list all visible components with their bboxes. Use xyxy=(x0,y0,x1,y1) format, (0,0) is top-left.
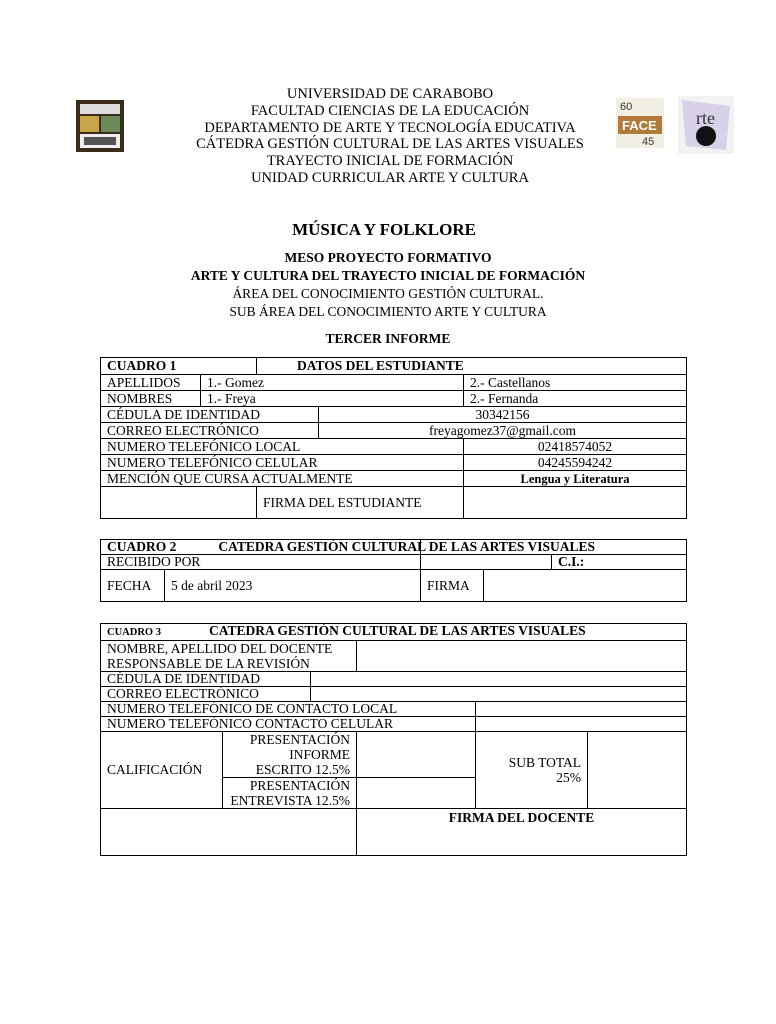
cuadro-3-header xyxy=(101,624,687,641)
cuadro-1-label: CUADRO 1 xyxy=(101,358,257,375)
subtitle-line-1: MESO PROYECTO FORMATIVO xyxy=(284,250,492,265)
reception-table xyxy=(100,539,687,602)
nombre-2-field[interactable]: 2.- Fernanda xyxy=(464,391,687,407)
apellido-1-field[interactable]: 1.- Gomez xyxy=(201,375,464,391)
telefono-celular-label: NUMERO TELEFÓNICO CELULAR xyxy=(101,455,464,471)
recibido-label: RECIBIDO POR xyxy=(101,555,421,570)
correo-field[interactable]: freyagomez37@gmail.com xyxy=(319,423,687,439)
firma-docente-label[interactable]: FIRMA DEL DOCENTE xyxy=(357,809,687,856)
header-line: FACULTAD CIENCIAS DE LA EDUCACIÓN xyxy=(250,102,530,119)
fecha-field[interactable]: 5 de abril 2023 xyxy=(165,570,421,602)
apellidos-label: APELLIDOS xyxy=(101,375,201,391)
subtotal-field[interactable] xyxy=(588,732,687,809)
docente-label-line-2: RESPONSABLE DE LA REVISIÓN xyxy=(107,656,310,671)
recibido-field[interactable] xyxy=(421,555,552,570)
nombre-1-field[interactable]: 1.- Freya xyxy=(201,391,464,407)
svg-text:rte: rte xyxy=(696,108,715,128)
firma-estudiante-label: FIRMA DEL ESTUDIANTE xyxy=(257,487,464,519)
subtotal-line-1: SUB TOTAL xyxy=(508,755,581,770)
calificacion-label: CALIFICACIÓN xyxy=(101,732,223,809)
firma-estudiante-field[interactable] xyxy=(464,487,687,519)
informe-escrito-line-1: PRESENTACIÓN INFORME xyxy=(249,732,350,762)
informe-escrito-field[interactable] xyxy=(357,732,476,778)
docente-label xyxy=(101,641,357,672)
entrevista-line-2: ENTREVISTA 12.5% xyxy=(230,793,350,808)
subtitle-line-4: SUB ÁREA DEL CONOCIMIENTO ARTE Y CULTURA xyxy=(229,304,547,319)
subtotal-line-2: 25% xyxy=(556,770,581,785)
apellido-2-field[interactable]: 2.- Castellanos xyxy=(464,375,687,391)
informe-escrito-label xyxy=(223,732,357,778)
teacher-review-table xyxy=(100,623,687,856)
cuadro-2-title: CATEDRA GESTIÓN CULTURAL DE LAS ARTES VISUALES xyxy=(218,539,596,554)
document-title: MÚSICA Y FOLKLORE xyxy=(292,220,476,239)
subtitle-line-2: ARTE Y CULTURA DEL TRAYECTO INICIAL DE FORMACIÓN xyxy=(190,268,586,283)
informe-escrito-line-2: ESCRITO 12.5% xyxy=(255,762,350,777)
nombres-label: NOMBRES xyxy=(101,391,201,407)
correo-docente-field[interactable] xyxy=(311,687,687,702)
cedula-label: CÉDULA DE IDENTIDAD xyxy=(101,407,319,423)
header-line: UNIDAD CURRICULAR ARTE Y CULTURA xyxy=(251,169,529,186)
entrevista-label xyxy=(223,778,357,809)
telefono-contacto-celular-field[interactable] xyxy=(476,717,687,732)
cedula-docente-label: CÉDULA DE IDENTIDAD xyxy=(101,672,311,687)
telefono-contacto-local-label: NUMERO TELEFÓNICO DE CONTACTO LOCAL xyxy=(101,702,476,717)
mencion-field[interactable]: Lengua y Literatura xyxy=(464,471,687,487)
cuadro-1-title: DATOS DEL ESTUDIANTE xyxy=(257,358,687,375)
telefono-celular-field[interactable]: 04245594242 xyxy=(464,455,687,471)
telefono-local-label: NUMERO TELEFÓNICO LOCAL xyxy=(101,439,464,455)
telefono-contacto-celular-label: NUMERO TELEFÓNICO CONTACTO CELULAR xyxy=(101,717,476,732)
telefono-contacto-local-field[interactable] xyxy=(476,702,687,717)
correo-label: CORREO ELECTRÓNICO xyxy=(101,423,319,439)
blank-cell xyxy=(101,809,357,856)
entrevista-line-1: PRESENTACIÓN xyxy=(249,778,350,793)
firma-field[interactable] xyxy=(484,570,687,602)
subtitle-line-3: ÁREA DEL CONOCIMIENTO GESTIÓN CULTURAL. xyxy=(232,286,544,301)
cuadro-2-label-text: CUADRO 2 xyxy=(107,539,177,554)
blank-cell xyxy=(101,487,257,519)
cedula-field[interactable]: 30342156 xyxy=(319,407,687,423)
report-label: TERCER INFORME xyxy=(325,331,451,346)
svg-text:60: 60 xyxy=(620,101,633,113)
entrevista-field[interactable] xyxy=(357,778,476,809)
telefono-local-field[interactable]: 02418574052 xyxy=(464,439,687,455)
rte-logo xyxy=(678,96,734,154)
correo-docente-label: CORREO ELECTRÓNICO xyxy=(101,687,311,702)
svg-text:45: 45 xyxy=(642,136,655,148)
university-seal-logo xyxy=(74,98,126,154)
fecha-label: FECHA xyxy=(101,570,165,602)
header-line: TRAYECTO INICIAL DE FORMACIÓN xyxy=(266,153,514,170)
header-line: CÁTEDRA GESTIÓN CULTURAL DE LAS ARTES VISUALES xyxy=(196,136,584,153)
firma-label: FIRMA xyxy=(421,570,484,602)
svg-text:FACE: FACE xyxy=(622,118,657,133)
institution-header xyxy=(150,86,633,187)
header-line: UNIVERSIDAD DE CARABOBO xyxy=(286,86,494,102)
cedula-docente-field[interactable] xyxy=(311,672,687,687)
subtotal-label xyxy=(476,732,588,809)
cuadro-3-label: CUADRO 3 xyxy=(107,627,161,638)
header-line: DEPARTAMENTO DE ARTE Y TECNOLOGÍA EDUCATIVA xyxy=(204,119,576,136)
mencion-label: MENCIÓN QUE CURSA ACTUALMENTE xyxy=(101,471,464,487)
docente-field[interactable] xyxy=(357,641,687,672)
cuadro-3-title: CATEDRA GESTIÓN CULTURAL DE LAS ARTES VISUALES xyxy=(208,623,586,638)
ci-label: C.I.: xyxy=(552,555,687,570)
student-data-table xyxy=(100,357,687,519)
cuadro-2-label xyxy=(101,539,596,555)
docente-label-line-1: NOMBRE, APELLIDO DEL DOCENTE xyxy=(107,641,333,656)
